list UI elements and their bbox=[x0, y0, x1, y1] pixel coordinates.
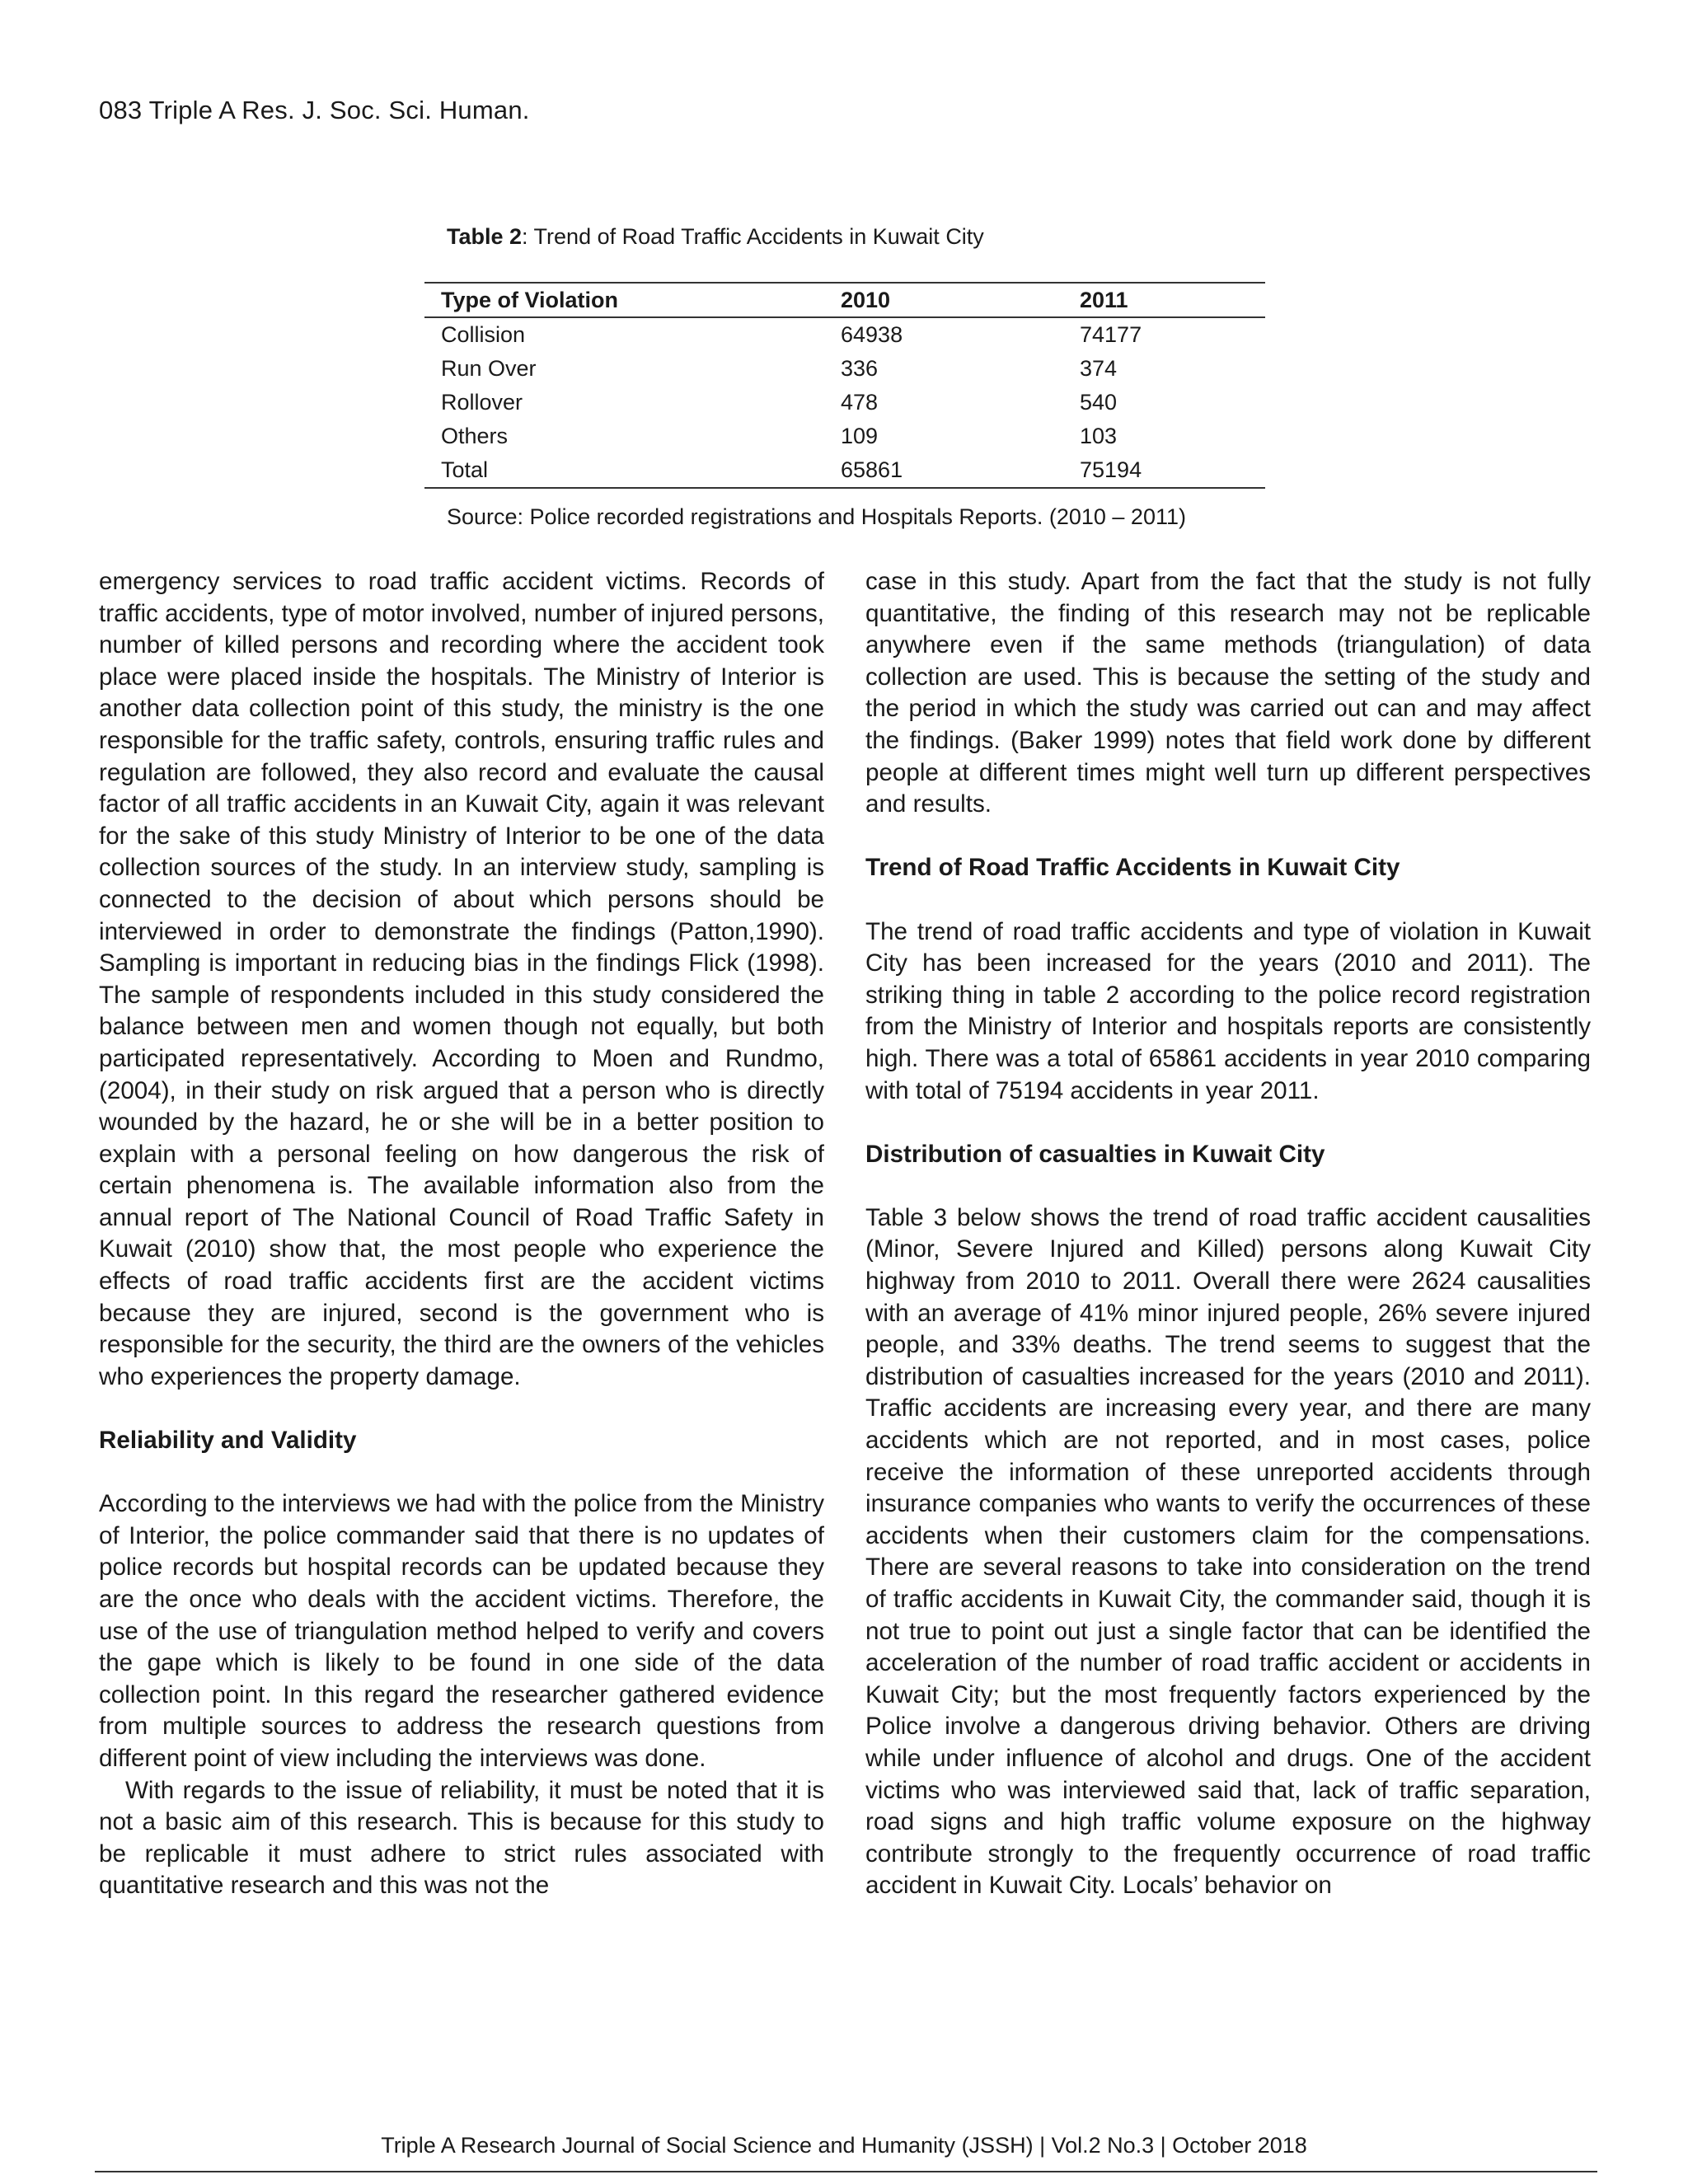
table-row bbox=[424, 386, 1265, 419]
cell-type: Total bbox=[441, 457, 489, 482]
body-paragraph: With regards to the issue of reliability, it must be noted that it is not a basic aim of this research. This is because for this study to be replicable it must adhere to strict rules associated with quantitative research and this was not the bbox=[99, 1776, 824, 1900]
table-row bbox=[424, 419, 1265, 453]
table-caption-text: : Trend of Road Traffic Accidents in Kuwait City bbox=[522, 224, 984, 249]
cell-2011: 540 bbox=[1080, 390, 1118, 415]
body-paragraph: Table 3 below shows the trend of road traffic accident causalities (Minor, Severe Injured and Killed) persons along Kuwait City highway from 2010 to 2011. Overall there were 2624 causalities with an average of 41% minor injured people, 26% severe injured people, and 33% deaths. The trend seems to suggest that the distribution of casualties increased for the years (2010 and 2011). Traffic accidents are increasing every year, and there are many accidents which are not reported, and in most cases, police receive the information of these unreported accidents through insurance companies who wants to verify the occurrences of these accidents when their customers claim for the compensations. There are several reasons to take into consideration on the trend of traffic accidents in Kuwait City, the commander said, though it is not true to point out just a single factor that can be identified the acceleration of the number of road traffic accident or accidents in Kuwait City; but the most frequently factors experienced by the Police involve a dangerous driving behavior. Others are driving while under influence of alcohol and drugs. One of the accident victims who was interviewed said that, lack of traffic separation, road signs and high traffic volume exposure on the highway contribute strongly to the frequently occurrence of road traffic accident in Kuwait City. Locals’ behavior on bbox=[865, 1203, 1591, 1900]
cell-2011: 74177 bbox=[1080, 322, 1142, 347]
cell-2010: 65861 bbox=[841, 457, 903, 482]
cell-type: Rollover bbox=[441, 390, 523, 415]
table-caption-label: Table 2 bbox=[447, 224, 523, 249]
body-paragraph: emergency services to road traffic accident victims. Records of traffic accidents, type of motor involved, number of injured persons, number of killed persons and recording where the accident took place were placed inside the hospitals. The Ministry of Interior is another data collection point of this study, the ministry is the one responsible for the traffic safety, controls, ensuring traffic rules and regulation are followed, they also record and evaluate the causal factor of all traffic accidents in an Kuwait City, again it was relevant for the sake of this study Ministry of Interior to be one of the data collection sources of the study. In an interview study, sampling is connected to the decision of about which persons should be interviewed in order to demonstrate the findings (Patton,1990). Sampling is important in reducing bias in the findings Flick (1998). The sample of respondents included in this study considered the balance between men and women though not equally, but both participated representatively. According to Moen and Rundmo, (2004), in their study on risk argued that a person who is directly wounded by the hazard, he or she will be in a better position to explain with a personal feeling on how dangerous the risk of certain phenomena is. The available information also from the annual report of The National Council of Road Traffic Safety in Kuwait (2010) show that, the most people who experience the effects of road traffic accidents first are the accident victims because they are injured, second is the government who is responsible for the security, the third are the owners of the vehicles who experiences the property damage. bbox=[99, 568, 824, 1390]
table-caption bbox=[447, 224, 984, 250]
table-source-note: Source: Police recorded registrations and Hospitals Reports. (2010 – 2011) bbox=[447, 504, 1186, 529]
cell-type: Collision bbox=[441, 322, 526, 347]
cell-2011: 374 bbox=[1080, 356, 1118, 381]
cell-type: Run Over bbox=[441, 356, 537, 381]
column-header-2011: 2011 bbox=[1080, 287, 1128, 312]
cell-2011: 103 bbox=[1080, 424, 1118, 448]
section-heading-casualties: Distribution of casualties in Kuwait City bbox=[865, 1140, 1325, 1168]
cell-2010: 109 bbox=[841, 424, 879, 448]
cell-2011: 75194 bbox=[1080, 457, 1142, 482]
section-heading-reliability: Reliability and Validity bbox=[99, 1427, 357, 1455]
column-header-type: Type of Violation bbox=[441, 287, 619, 312]
body-paragraph: According to the interviews we had with the police from the Ministry of Interior, the police commander said that there is no updates of police records but hospital records can be updated because they are the once who deals with the accident victims. Therefore, the use of the use of triangulation method helped to verify and covers the gape which is likely to be found in one side of the data collection point. In this regard the researcher gathered evidence from multiple sources to address the research questions from different point of view including the interviews was done. bbox=[99, 1490, 824, 1772]
body-paragraph: The trend of road traffic accidents and type of violation in Kuwait City has been increased for the years (2010 and 2011). The striking thing in table 2 according to the police record registration from the Ministry of Interior and hospitals reports are consistently high. There was a total of 65861 accidents in year 2010 comparing with total of 75194 accidents in year 2011. bbox=[865, 917, 1591, 1104]
section-heading-trend: Trend of Road Traffic Accidents in Kuwait City bbox=[865, 854, 1400, 882]
violations-table bbox=[424, 282, 1265, 489]
table-row-total bbox=[424, 453, 1265, 488]
table-row bbox=[424, 317, 1265, 352]
table-header-row bbox=[424, 283, 1265, 317]
column-header-2010: 2010 bbox=[841, 287, 891, 312]
cell-2010: 64938 bbox=[841, 322, 903, 347]
right-column bbox=[865, 566, 1591, 1902]
body-paragraph: case in this study. Apart from the fact that the study is not fully quantitative, the finding of this research may not be replicable anywhere even if the same methods (triangulation) of data collection are used. This is because the setting of the study and the period in which the study was carried out can and may affect the findings. (Baker 1999) notes that field work done by different people at different times might well turn up different perspectives and results. bbox=[865, 568, 1591, 818]
page-footer: Triple A Research Journal of Social Science and Humanity (JSSH) | Vol.2 No.3 | October 2018 bbox=[381, 2133, 1307, 2158]
cell-type: Others bbox=[441, 424, 509, 448]
running-head: 083 Triple A Res. J. Soc. Sci. Human. bbox=[99, 96, 530, 124]
left-column bbox=[99, 566, 824, 1902]
footer-rule bbox=[95, 2171, 1597, 2172]
cell-2010: 336 bbox=[841, 356, 879, 381]
table-row bbox=[424, 352, 1265, 386]
cell-2010: 478 bbox=[841, 390, 879, 415]
